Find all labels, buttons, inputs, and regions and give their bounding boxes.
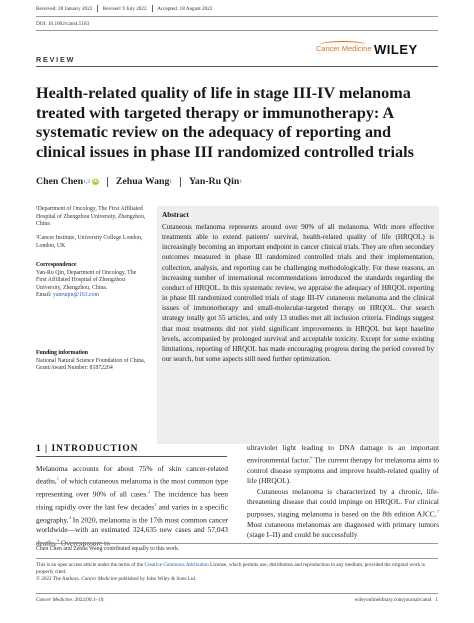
accepted-date: Accepted: 18 August 2022 bbox=[157, 5, 213, 12]
footnote-rule bbox=[36, 558, 438, 559]
introduction-heading: 1 | INTRODUCTION bbox=[36, 444, 139, 454]
date-separator bbox=[152, 5, 153, 12]
author-affiliation-marker[interactable]: 1 bbox=[239, 178, 243, 185]
header-rule bbox=[36, 16, 438, 17]
email-link[interactable]: yanruqin@163.com bbox=[52, 292, 99, 299]
introduction-paragraph: Cutaneous melanoma is characterized by a chronic, life-threatening disease that could impinge on HRQOL. For clinical purposes, staging melanoma is based on the 8th edition AJCC.$^7$ Most cutaneous melanomas are diagnosed with primary tumors (stage I–II) and could be successfully bbox=[247, 486, 439, 540]
citation-link[interactable]: 4 bbox=[68, 514, 71, 520]
funding-heading: Funding information bbox=[36, 350, 89, 356]
author-affiliation-marker[interactable]: 1 bbox=[169, 178, 173, 185]
citation-link[interactable]: 6 bbox=[310, 455, 313, 461]
author-separator bbox=[107, 177, 108, 187]
revised-date: Revised: 9 July 2022 bbox=[102, 5, 147, 12]
affiliation-1 bbox=[36, 206, 148, 229]
introduction-paragraph: ultraviolet light leading to DNA damage is an important environmental factor.$^6$ The current therapy for melanoma aims to control disease symptoms and improve health-related quality of life (HRQOL). bbox=[247, 443, 440, 486]
introduction-paragraph: Melanoma accounts for about 75% of skin cancer-related deaths,$^1$ of which cutaneous melanoma is the most common type representing over 90% of all cases.$^2$ The incidence has been rising rapidly over the last few decades$^3$ and varies in a specific geography.$^4$ In 2020, melanoma is the 17th most common cancer worldwide—with an estimated 324,635 new cases and 57,043 deaths.$^5$ Overexposure to bbox=[36, 464, 228, 548]
citation-link[interactable]: 5 bbox=[56, 537, 60, 543]
journal-url-and-page[interactable]: wileyonlinelibrary.com/journal/cam4 1 bbox=[354, 597, 438, 603]
doi[interactable]: DOI: 10.1002/cam4.5183 bbox=[36, 21, 90, 27]
correspondence bbox=[36, 262, 148, 300]
author-affiliation-marker[interactable]: 1,2 bbox=[83, 178, 91, 185]
affiliation-text: ¹Department of Oncology, The First Affiliated Hospital of Zhengzhou University, Zhengzhou, China bbox=[36, 206, 146, 228]
author-name[interactable]: Yan-Ru Qin bbox=[188, 176, 240, 187]
license-note: This is an open access article under the terms of the Creative Commons Attribution License, which permits use, distribution and reproduction in any medium, provided the original work is properly cited. © 2022 The Authors. Cancer Medicine published by John Wiley & Sons Ltd. bbox=[36, 562, 425, 582]
abstract-text: Cutaneous melanoma represents around over 90% of all melanoma. With more effective treatments able to extend patients' survival, health-related quality of life (HRQOL) is increasingly becoming an important endpoint in cancer clinical trials. They are often secondary outcomes measured in phase III randomized controlled trials and their implementation, collection, analysis, and reporting can be challenging methodologically. For these reasons, an increasing number of international recommendations introduced the standards regarding the conduct of HRQOL. In this systematic review, we appraise the adequacy of HRQOL reporting in phase III randomized controlled trials of stage III-IV cutaneous melanoma and the clinical issues of immunotherapy and small-molecular-targeted therapy on HRQOL. Our search strategy totally got 55 articles, and only 13 studies met all inclusion criteria. Findings suggest that most treatments did not yield significant improvements in HRQOL but kept baseline levels, accompanied by prolonged survival and acceptable toxicity. Except for some existing limitations, reporting of HRQOL has made encouraging progress during the period covered by our search, but some aspects still need further optimization. bbox=[162, 223, 434, 364]
affiliation-text: ²Cancer Institute, University College London, London, UK bbox=[36, 235, 143, 249]
received-date: Received: 28 January 2022 bbox=[36, 5, 93, 12]
citation-link[interactable]: 7 bbox=[436, 509, 439, 515]
author-name[interactable]: Zehua Wang bbox=[115, 176, 170, 187]
article-type: REVIEW bbox=[36, 55, 76, 64]
journal-logo: Cancer Medicine bbox=[316, 44, 372, 53]
email-label: Email: bbox=[36, 292, 52, 299]
correspondence-heading: Correspondence bbox=[36, 262, 77, 268]
footer-rule bbox=[36, 593, 438, 594]
author-name[interactable]: Chen Chen bbox=[36, 176, 84, 187]
funding-text: National Natural Science Foundation of China, Grant/Award Number: 81872264 bbox=[36, 357, 146, 372]
article-title: Health-related quality of life in stage III-IV melanoma treated with targeted therapy or immunotherapy: A systematic review on the adequacy of reporting and clinical issues in phase III randomized controlled trials bbox=[36, 84, 414, 161]
abstract-heading: Abstract bbox=[162, 211, 189, 219]
publisher-logo: WILEY bbox=[374, 42, 418, 57]
introduction-right-column bbox=[247, 443, 439, 541]
section-rule bbox=[36, 66, 438, 67]
funding-information bbox=[36, 350, 148, 373]
equal-contribution-note: Chen Chen and Zehua Wang contributed equally to this work. bbox=[36, 546, 180, 552]
correspondence-email-line bbox=[36, 292, 148, 300]
orcid-icon[interactable]: iD bbox=[93, 178, 99, 184]
author-separator bbox=[180, 177, 181, 187]
affiliation-2 bbox=[36, 235, 148, 250]
correspondence-text: Yan-Ru Qin, Department of Oncology, The First Affiliated Hospital of Zhengzhou University, Zhengzhou, China. bbox=[36, 269, 137, 291]
page-number: 1 bbox=[435, 597, 438, 603]
citation-footer: Cancer Medicine. 2022;00:1–19. bbox=[36, 597, 105, 603]
date-separator bbox=[97, 5, 98, 12]
license-link[interactable]: Creative Commons Attribution bbox=[144, 562, 209, 568]
citation-link[interactable]: 2 bbox=[147, 489, 151, 495]
article-dates bbox=[36, 5, 212, 12]
citation-link[interactable]: 3 bbox=[154, 501, 157, 507]
author-list bbox=[36, 176, 242, 187]
header-rule bbox=[36, 30, 438, 31]
heading-rule bbox=[36, 456, 227, 457]
citation-link[interactable]: 1 bbox=[56, 476, 60, 482]
footnote-rule bbox=[36, 543, 438, 544]
